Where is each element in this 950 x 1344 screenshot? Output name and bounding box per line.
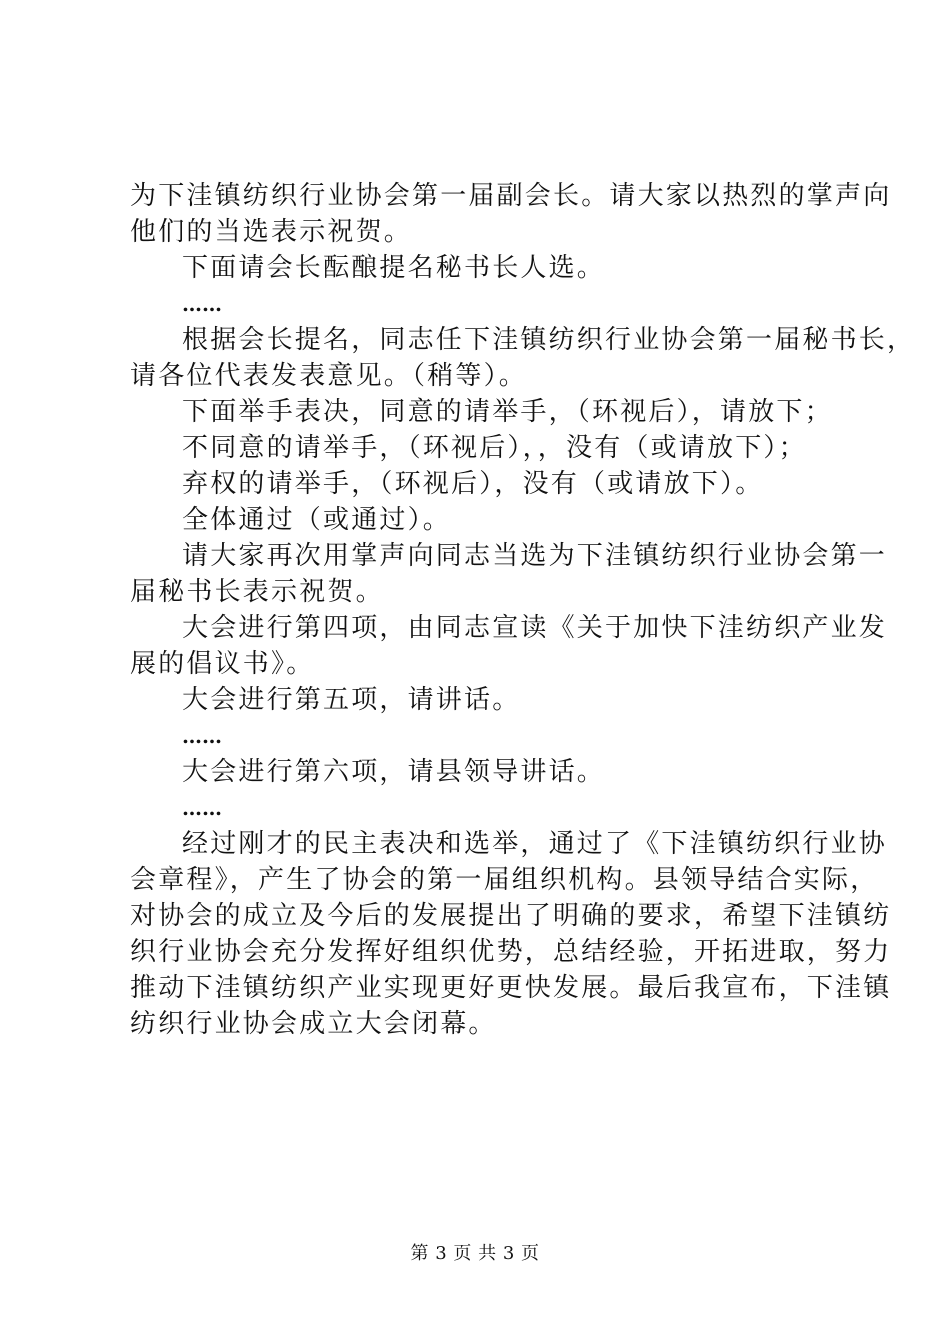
text-line-20: 会章程》，产生了协会的第一届组织机构。县领导结合实际， <box>130 865 879 895</box>
text-line-21: 对协会的成立及今后的发展提出了明确的要求，希望下洼镇纺 <box>130 901 892 931</box>
ellipsis-line-2: …… <box>182 724 222 748</box>
text-line-10: 全体通过（或通过）。 <box>182 505 452 535</box>
text-line-8: 不同意的请举手，（环视后），，没有（或请放下）； <box>182 433 807 463</box>
text-line-24: 纺织行业协会成立大会闭幕。 <box>130 1009 497 1039</box>
text-line-15: 大会进行第五项，请讲话。 <box>182 685 521 715</box>
text-line-5: 根据会长提名，同志任下洼镇纺织行业协会第一届秘书长， <box>182 325 916 355</box>
text-line-9: 弃权的请举手，（环视后），没有（或请放下）。 <box>182 469 764 499</box>
text-line-19: 经过刚才的民主表决和选举，通过了《下洼镇纺织行业协 <box>182 829 888 859</box>
document-body <box>130 178 916 1042</box>
text-line-22: 织行业协会充分发挥好组织优势，总结经验，开拓进取，努力 <box>130 937 892 967</box>
text-line-14: 展的倡议书》。 <box>130 649 315 679</box>
text-line-3: 下面请会长酝酿提名秘书长人选。 <box>182 253 606 283</box>
text-line-13: 大会进行第四项，由同志宣读《关于加快下洼纺织产业发 <box>182 613 888 643</box>
page-number-footer: 第 3 页 共 3 页 <box>410 1243 540 1264</box>
ellipsis-line-3: …… <box>182 796 222 820</box>
text-line-1: 为下洼镇纺织行业协会第一届副会长。请大家以热烈的掌声向 <box>130 181 892 211</box>
ellipsis-line-1: …… <box>182 292 222 316</box>
text-line-12: 届秘书长表示祝贺。 <box>130 577 384 607</box>
text-line-7: 下面举手表决，同意的请举手，（环视后），请放下； <box>182 397 833 427</box>
text-line-17: 大会进行第六项，请县领导讲话。 <box>182 757 606 787</box>
text-line-6: 请各位代表发表意见。（稍等）。 <box>130 361 528 391</box>
text-line-11: 请大家再次用掌声向同志当选为下洼镇纺织行业协会第一 <box>182 541 888 571</box>
text-line-2: 他们的当选表示祝贺。 <box>130 217 413 247</box>
text-line-23: 推动下洼镇纺织产业实现更好更快发展。最后我宣布，下洼镇 <box>130 973 892 1003</box>
